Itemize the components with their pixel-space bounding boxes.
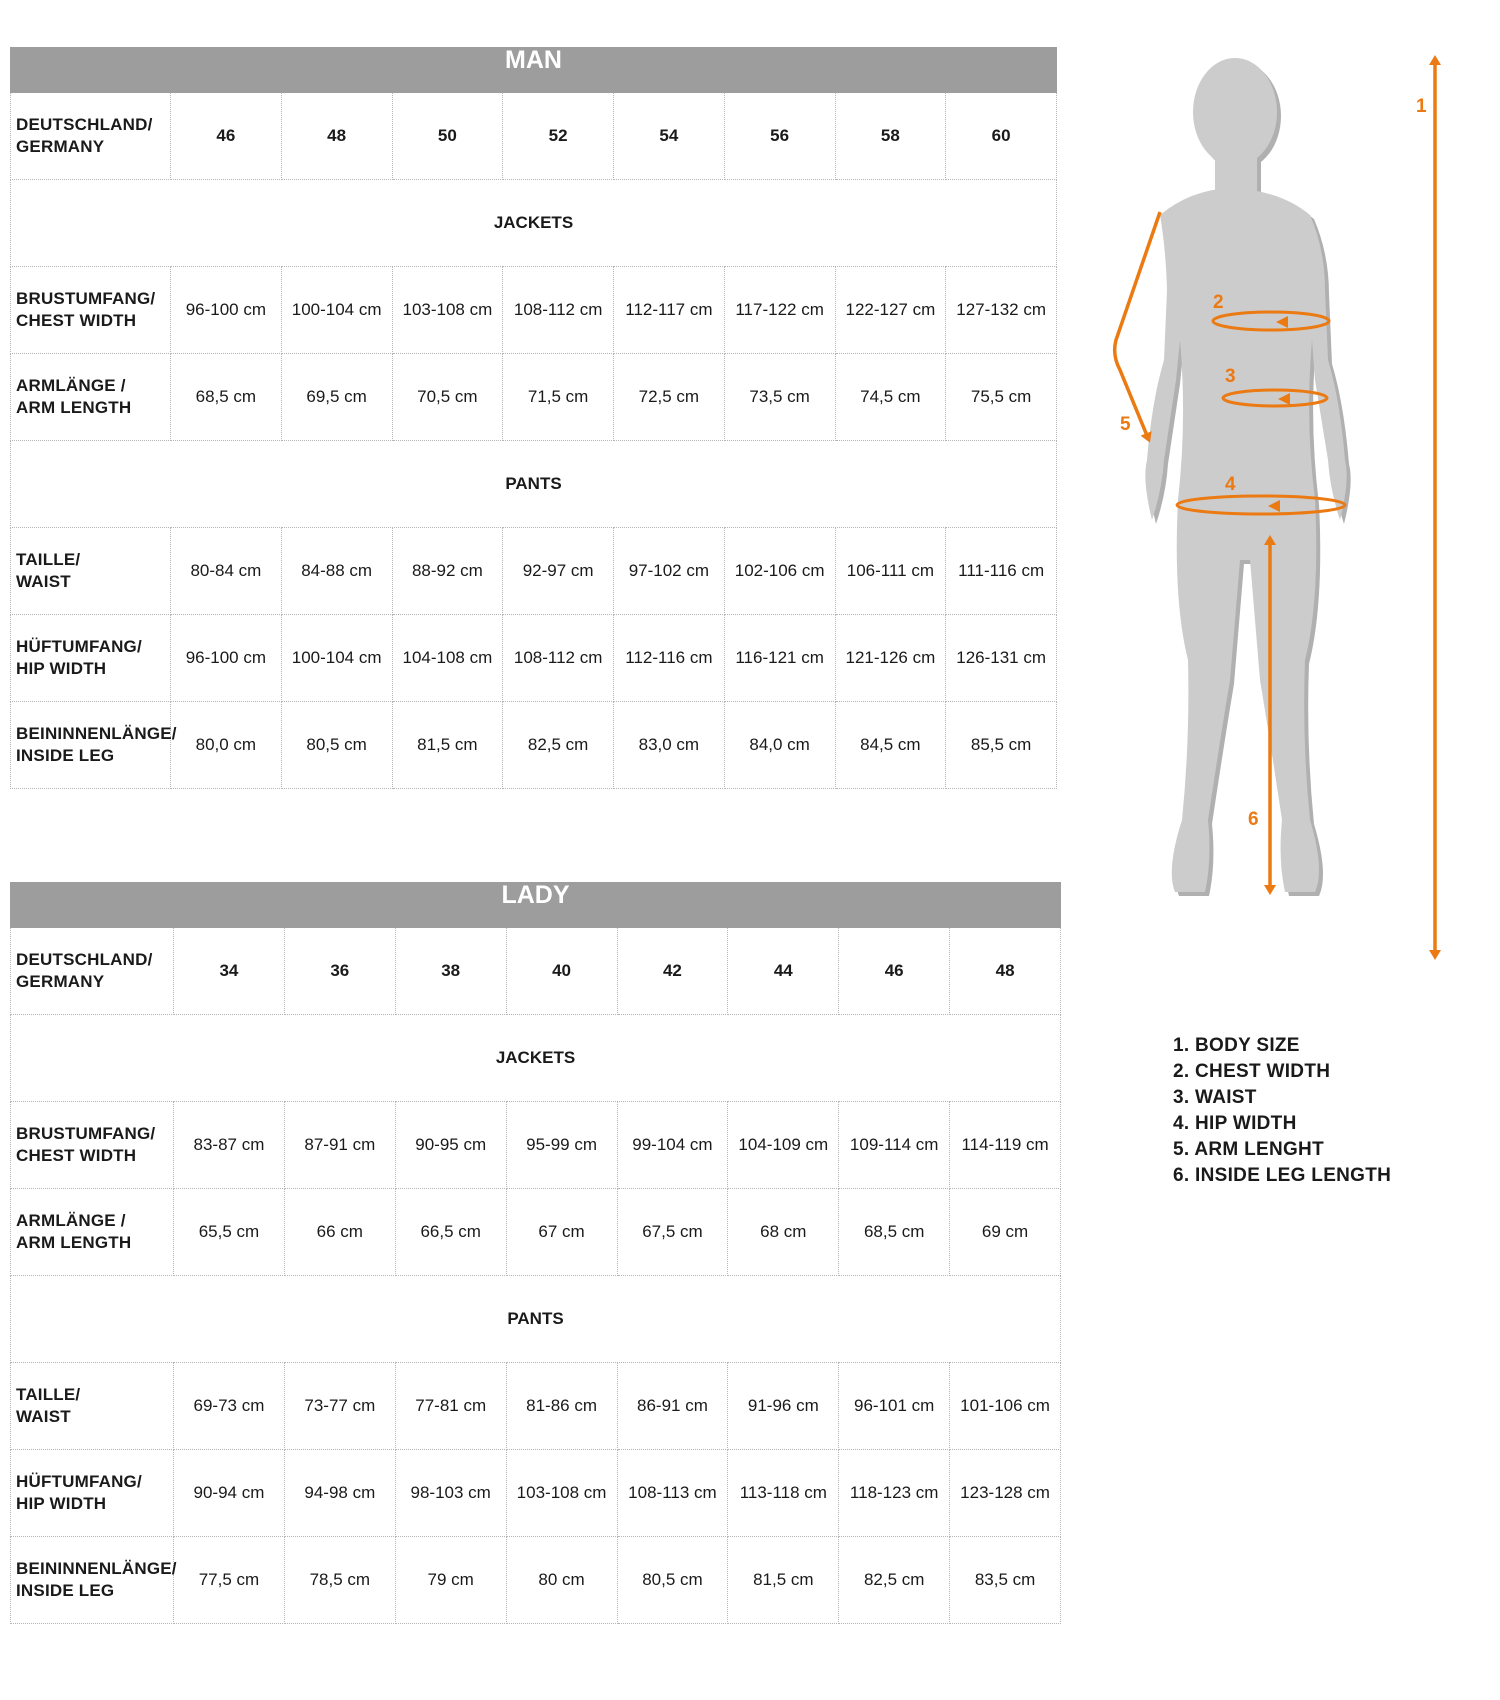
measurement-value: 123-128 cm: [950, 1450, 1061, 1537]
measurement-value: 90-95 cm: [395, 1102, 506, 1189]
man-size-table: [10, 47, 1057, 789]
body-size-indicator: [1416, 60, 1435, 955]
table-row: [11, 1450, 1061, 1537]
measurement-value: 67 cm: [506, 1189, 617, 1276]
row-label-line: INSIDE LEG: [16, 1581, 115, 1600]
legend-item-arm-length: 5. ARM LENGHT: [1173, 1139, 1324, 1160]
measurement-value: 96-100 cm: [171, 615, 282, 702]
row-label: [11, 615, 171, 702]
table-row: [11, 528, 1057, 615]
measurement-value: 70,5 cm: [392, 354, 503, 441]
measurement-value: 102-106 cm: [724, 528, 835, 615]
measurement-value: 98-103 cm: [395, 1450, 506, 1537]
table-row: [11, 1189, 1061, 1276]
row-label-line: WAIST: [16, 1407, 71, 1426]
measurement-value: 73-77 cm: [284, 1363, 395, 1450]
marker-2-label: 2: [1213, 292, 1224, 313]
size-value: 50: [392, 93, 503, 180]
size-value: 36: [284, 928, 395, 1015]
row-label-line: BEININNENLÄNGE/: [16, 1559, 177, 1579]
marker-4-label: 4: [1225, 474, 1236, 495]
measurement-legend: [1173, 1033, 1391, 1189]
row-label-line: HÜFTUMFANG/: [16, 637, 142, 657]
measurement-value: 88-92 cm: [392, 528, 503, 615]
row-label-line: BRUSTUMFANG/: [16, 1124, 156, 1144]
measurement-value: 92-97 cm: [503, 528, 614, 615]
measurement-value: 81,5 cm: [392, 702, 503, 789]
measurement-value: 111-116 cm: [946, 528, 1057, 615]
row-label: [11, 1189, 174, 1276]
lady-table-title: LADY: [11, 883, 1061, 928]
measurement-value: 104-109 cm: [728, 1102, 839, 1189]
table-row: [11, 267, 1057, 354]
measurement-value: 104-108 cm: [392, 615, 503, 702]
measurement-value: 72,5 cm: [614, 354, 725, 441]
row-label-line: ARMLÄNGE /: [16, 1211, 126, 1231]
measurement-value: 94-98 cm: [284, 1450, 395, 1537]
measurement-value: 84-88 cm: [281, 528, 392, 615]
measurement-value: 68 cm: [728, 1189, 839, 1276]
measurement-value: 69-73 cm: [174, 1363, 285, 1450]
measurement-value: 112-117 cm: [614, 267, 725, 354]
section-title: JACKETS: [11, 1015, 1061, 1102]
measurement-value: 80,0 cm: [171, 702, 282, 789]
row-label-line: TAILLE/: [16, 550, 81, 570]
size-value: 54: [614, 93, 725, 180]
row-label-line: INSIDE LEG: [16, 746, 115, 765]
row-label: [11, 702, 177, 789]
size-row: [11, 928, 1061, 1015]
measurement-value: 78,5 cm: [284, 1537, 395, 1624]
row-label-line: GERMANY: [16, 137, 105, 156]
body-silhouette: [1145, 58, 1346, 892]
size-value: 56: [724, 93, 835, 180]
measurement-value: 69,5 cm: [281, 354, 392, 441]
row-label: [11, 1450, 174, 1537]
measurement-value: 97-102 cm: [614, 528, 725, 615]
measurement-value: 65,5 cm: [174, 1189, 285, 1276]
size-value: 52: [503, 93, 614, 180]
measurement-value: 68,5 cm: [839, 1189, 950, 1276]
measurement-value: 121-126 cm: [835, 615, 946, 702]
measurement-value: 112-116 cm: [614, 615, 725, 702]
row-label-line: DEUTSCHLAND/: [16, 950, 153, 970]
measurement-value: 109-114 cm: [839, 1102, 950, 1189]
measurement-value: 77,5 cm: [174, 1537, 285, 1624]
measurement-value: 96-100 cm: [171, 267, 282, 354]
row-label-line: BRUSTUMFANG/: [16, 289, 156, 309]
measurement-value: 108-112 cm: [503, 615, 614, 702]
measurement-value: 100-104 cm: [281, 615, 392, 702]
row-label-line: HÜFTUMFANG/: [16, 1472, 142, 1492]
size-value: 60: [946, 93, 1057, 180]
measurement-value: 118-123 cm: [839, 1450, 950, 1537]
table-row: [11, 1537, 1061, 1624]
measurement-value: 73,5 cm: [724, 354, 835, 441]
measurement-value: 66,5 cm: [395, 1189, 506, 1276]
row-label-line: DEUTSCHLAND/: [16, 115, 153, 135]
row-label: [11, 1537, 177, 1624]
size-value: 48: [950, 928, 1061, 1015]
measurement-value: 67,5 cm: [617, 1189, 728, 1276]
table-row: [11, 615, 1057, 702]
measurement-value: 126-131 cm: [946, 615, 1057, 702]
marker-3-label: 3: [1225, 366, 1236, 387]
measurement-value: 82,5 cm: [839, 1537, 950, 1624]
measurement-value: 83,0 cm: [614, 702, 725, 789]
row-label-line: HIP WIDTH: [16, 659, 107, 678]
measurement-value: 99-104 cm: [617, 1102, 728, 1189]
row-label-line: CHEST WIDTH: [16, 1146, 137, 1165]
lady-size-table: [10, 882, 1061, 1624]
measurement-value: 90-94 cm: [174, 1450, 285, 1537]
legend-item-waist: 3. WAIST: [1173, 1087, 1257, 1108]
legend-item-hip-width: 4. HIP WIDTH: [1173, 1113, 1297, 1134]
measurement-value: 113-118 cm: [728, 1450, 839, 1537]
measurement-value: 122-127 cm: [835, 267, 946, 354]
measurement-value: 108-112 cm: [503, 267, 614, 354]
measurement-value: 83,5 cm: [950, 1537, 1061, 1624]
measurement-value: 83-87 cm: [174, 1102, 285, 1189]
measurement-value: 87-91 cm: [284, 1102, 395, 1189]
row-label-line: ARM LENGTH: [16, 1233, 132, 1252]
measurement-value: 84,0 cm: [724, 702, 835, 789]
section-title: PANTS: [11, 1276, 1061, 1363]
measurement-value: 71,5 cm: [503, 354, 614, 441]
size-value: 46: [839, 928, 950, 1015]
measurement-value: 85,5 cm: [946, 702, 1057, 789]
measurement-value: 96-101 cm: [839, 1363, 950, 1450]
size-row: [11, 93, 1057, 180]
marker-5-label: 5: [1120, 414, 1131, 435]
row-label-line: BEININNENLÄNGE/: [16, 724, 177, 744]
marker-6-label: 6: [1248, 809, 1259, 830]
measurement-value: 101-106 cm: [950, 1363, 1061, 1450]
measurement-value: 91-96 cm: [728, 1363, 839, 1450]
measurement-value: 117-122 cm: [724, 267, 835, 354]
measurement-value: 108-113 cm: [617, 1450, 728, 1537]
legend-item-chest-width: 2. CHEST WIDTH: [1173, 1061, 1331, 1082]
measurement-value: 103-108 cm: [506, 1450, 617, 1537]
size-value: 40: [506, 928, 617, 1015]
table-row: [11, 1102, 1061, 1189]
measurement-value: 75,5 cm: [946, 354, 1057, 441]
size-value: 44: [728, 928, 839, 1015]
measurement-value: 127-132 cm: [946, 267, 1057, 354]
row-label: [11, 1102, 174, 1189]
size-value: 38: [395, 928, 506, 1015]
measurement-value: 74,5 cm: [835, 354, 946, 441]
measurement-value: 81,5 cm: [728, 1537, 839, 1624]
measurement-value: 77-81 cm: [395, 1363, 506, 1450]
size-value: 58: [835, 93, 946, 180]
section-title: PANTS: [11, 441, 1057, 528]
row-label-line: WAIST: [16, 572, 71, 591]
row-label-line: HIP WIDTH: [16, 1494, 107, 1513]
row-label: [11, 928, 174, 1015]
measurement-value: 103-108 cm: [392, 267, 503, 354]
measurement-value: 116-121 cm: [724, 615, 835, 702]
measurement-value: 95-99 cm: [506, 1102, 617, 1189]
measurement-value: 82,5 cm: [503, 702, 614, 789]
measurement-value: 84,5 cm: [835, 702, 946, 789]
measurement-value: 80,5 cm: [617, 1537, 728, 1624]
row-label: [11, 354, 171, 441]
size-value: 48: [281, 93, 392, 180]
section-title: JACKETS: [11, 180, 1057, 267]
row-label-line: TAILLE/: [16, 1385, 81, 1405]
arm-length-indicator: [1115, 212, 1160, 438]
row-label: [11, 528, 171, 615]
table-row: [11, 354, 1057, 441]
row-label-line: CHEST WIDTH: [16, 311, 137, 330]
legend-item-inside-leg-length: 6. INSIDE LEG LENGTH: [1173, 1165, 1392, 1186]
table-row: [11, 702, 1057, 789]
legend-item-body-size: 1. BODY SIZE: [1173, 1035, 1300, 1056]
measurement-value: 69 cm: [950, 1189, 1061, 1276]
measurement-value: 80-84 cm: [171, 528, 282, 615]
measurement-value: 80,5 cm: [281, 702, 392, 789]
size-value: 46: [171, 93, 282, 180]
table-row: [11, 1363, 1061, 1450]
man-table-title: MAN: [11, 48, 1057, 93]
measurement-value: 114-119 cm: [950, 1102, 1061, 1189]
measurement-value: 66 cm: [284, 1189, 395, 1276]
row-label: [11, 267, 171, 354]
measurement-value: 100-104 cm: [281, 267, 392, 354]
row-label-line: GERMANY: [16, 972, 105, 991]
size-value: 34: [174, 928, 285, 1015]
size-value: 42: [617, 928, 728, 1015]
row-label: [11, 93, 171, 180]
measurement-value: 86-91 cm: [617, 1363, 728, 1450]
measurement-value: 80 cm: [506, 1537, 617, 1624]
body-measurement-figure: [1090, 40, 1490, 970]
row-label-line: ARM LENGTH: [16, 398, 132, 417]
measurement-value: 106-111 cm: [835, 528, 946, 615]
measurement-value: 79 cm: [395, 1537, 506, 1624]
row-label-line: ARMLÄNGE /: [16, 376, 126, 396]
measurement-value: 68,5 cm: [171, 354, 282, 441]
marker-1-label: 1: [1416, 96, 1427, 117]
row-label: [11, 1363, 174, 1450]
measurement-value: 81-86 cm: [506, 1363, 617, 1450]
